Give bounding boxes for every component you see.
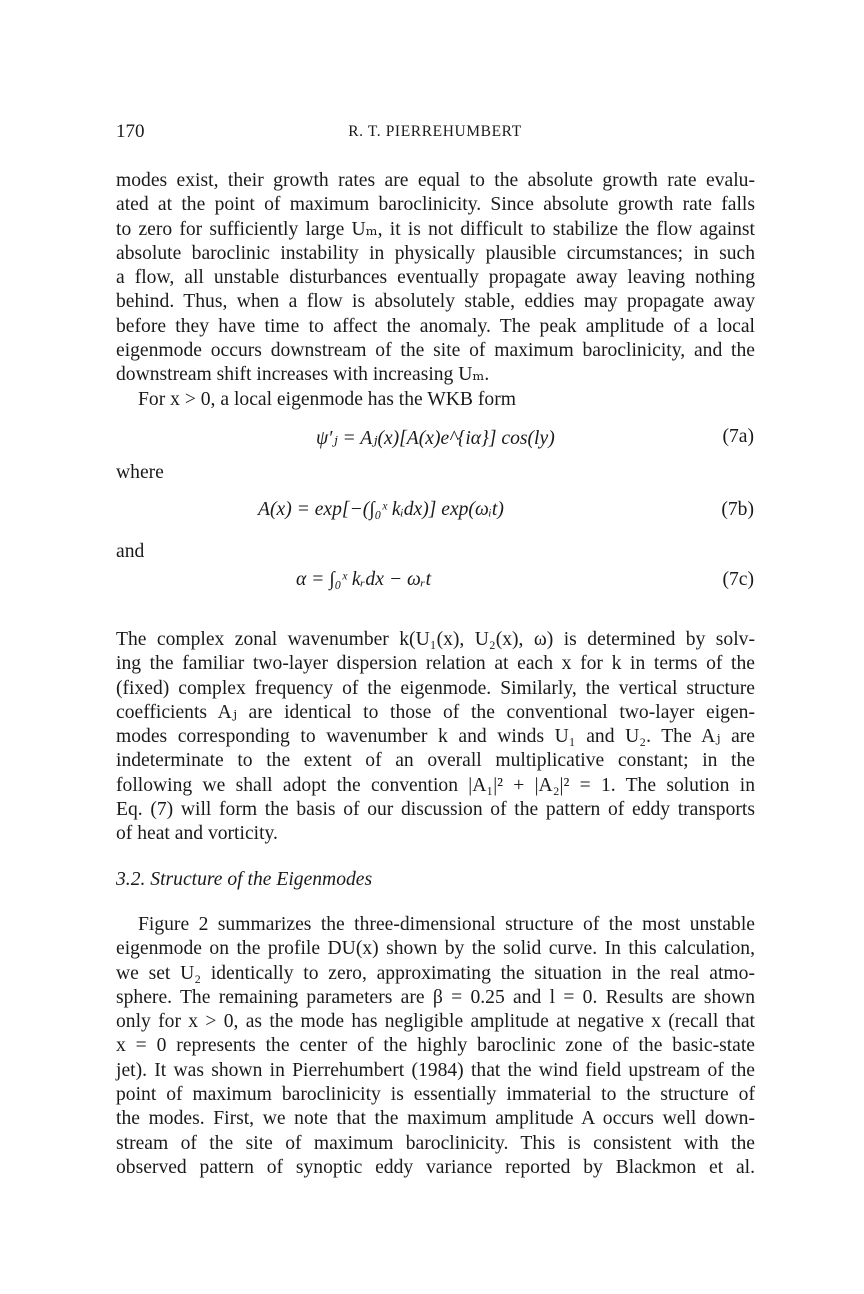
text-line: coefficients Aⱼ are identical to those of the conventional two-layer eigen- (116, 701, 755, 723)
text-line: (fixed) complex frequency of the eigenmode. Similarly, the vertical structure (116, 677, 755, 699)
paragraph-1 (116, 169, 755, 388)
equation-number-7a: (7a) (722, 426, 754, 447)
text-line: The complex zonal wavenumber k(U₁(x), U₂(x), ω) is determined by solv- (116, 629, 755, 650)
text-line: only for x > 0, as the mode has negligible amplitude at negative x (recall that (116, 1011, 755, 1033)
text-line: sphere. The remaining parameters are β = 0.25 and l = 0. Results are shown (116, 986, 755, 1008)
paragraph-2 (116, 388, 755, 412)
text-line: downstream shift increases with increasing Uₘ. (116, 364, 490, 386)
section-heading: 3.2. Structure of the Eigenmodes (116, 869, 373, 890)
text-line: point of maximum baroclinicity is essentially immaterial to the structure of (116, 1084, 755, 1106)
equation-7c: α = ∫₀ˣ kᵣdx − ωᵣt (296, 569, 432, 590)
equation-number-7c: (7c) (722, 569, 754, 590)
text-line: Eq. (7) will form the basis of our discussion of the pattern of eddy transports (116, 799, 755, 821)
text-line: ated at the point of maximum baroclinicity. Since absolute growth rate falls (116, 194, 755, 216)
text-line: ing the familiar two-layer dispersion relation at each x for k in terms of the (116, 653, 755, 675)
text-line: the modes. First, we note that the maximum amplitude A occurs well down- (116, 1108, 755, 1130)
text-line: For x > 0, a local eigenmode has the WKB form (138, 389, 516, 410)
equation-number-7b: (7b) (721, 499, 754, 520)
text-line: Figure 2 summarizes the three-dimensional structure of the most unstable (138, 914, 755, 935)
text-line: behind. Thus, when a flow is absolutely stable, eddies may propagate away (116, 291, 755, 313)
label-where: where (116, 462, 164, 483)
page-header (116, 121, 754, 145)
paragraph-4 (116, 913, 755, 1180)
text-line: modes corresponding to wavenumber k and winds U₁ and U₂. The Aⱼ are (116, 726, 755, 748)
label-and: and (116, 541, 145, 562)
text-line: of heat and vorticity. (116, 823, 278, 845)
text-line: a flow, all unstable disturbances eventually propagate away leaving nothing (116, 267, 755, 289)
equation-7a: ψ′ⱼ = Aⱼ(x)[A(x)e^{iα}] cos(ly) (316, 428, 555, 449)
text-line: absolute baroclinic instability in physically plausible circumstances; in such (116, 242, 755, 264)
text-line: modes exist, their growth rates are equal to the absolute growth rate evalu- (116, 170, 755, 191)
text-line: eigenmode on the profile DU(x) shown by the solid curve. In this calculation, (116, 938, 755, 960)
text-line: stream of the site of maximum baroclinicity. This is consistent with the (116, 1132, 755, 1154)
text-line: to zero for sufficiently large Uₘ, it is not difficult to stabilize the flow against (116, 218, 755, 240)
running-head: R. T. PIERREHUMBERT (348, 123, 522, 140)
paragraph-3 (116, 628, 755, 847)
page-number: 170 (116, 121, 145, 142)
text-line: following we shall adopt the convention |A₁|² + |A₂|² = 1. The solution in (116, 774, 755, 796)
text-line: x = 0 represents the center of the highly baroclinic zone of the basic-state (116, 1035, 755, 1057)
text-line: eigenmode occurs downstream of the site of maximum baroclinicity, and the (116, 340, 755, 362)
text-line: before they have time to affect the anomaly. The peak amplitude of a local (116, 315, 755, 337)
text-line: indeterminate to the extent of an overall multiplicative constant; in the (116, 750, 755, 772)
text-line: jet). It was shown in Pierrehumbert (1984) that the wind field upstream of the (116, 1059, 755, 1081)
text-line: we set U₂ identically to zero, approximating the situation in the real atmo- (116, 962, 755, 984)
text-line: observed pattern of synoptic eddy variance reported by Blackmon et al. (116, 1156, 755, 1178)
equation-7b: A(x) = exp[−(∫₀ˣ kᵢdx)] exp(ωᵢt) (258, 499, 504, 520)
